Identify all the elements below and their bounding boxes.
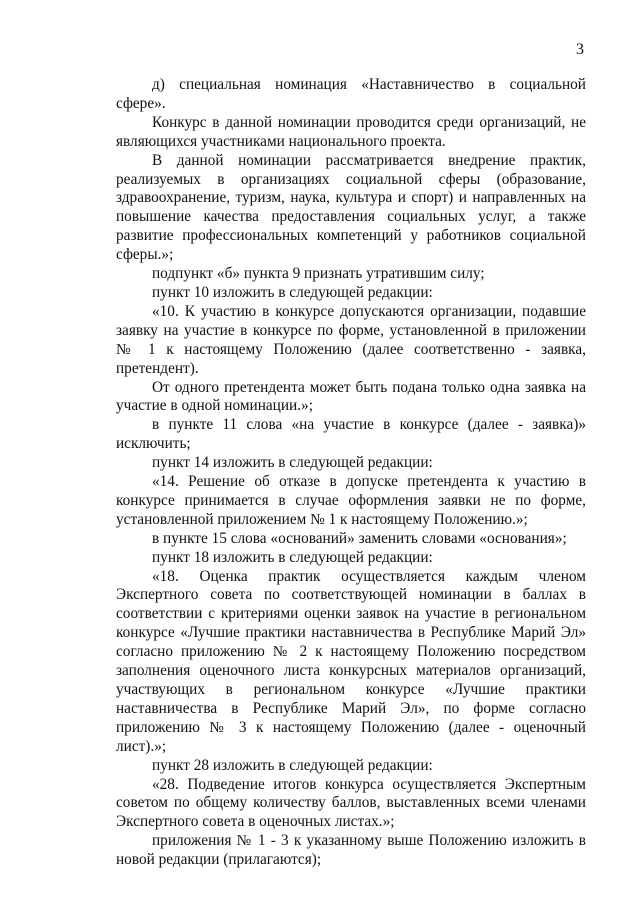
paragraph-item-10-intro: пункт 10 изложить в следующей редакции: bbox=[152, 283, 433, 301]
paragraph-item-10-text: «10. К участию в конкурсе допускаются организации, подавшие заявку на участие в конкурсе по форме, установленной в приложении № 1 к настоящему Положению (далее соответственно - заявка, претендент). bbox=[116, 302, 586, 377]
paragraph-item-14-text: «14. Решение об отказе в допуске претендента к участию в конкурсе принимается в случае оформления заявки не по форме, установленной приложением № 1 к настоящему Положению.»; bbox=[116, 473, 586, 528]
paragraph-subitem-b-void: подпункт «б» пункта 9 признать утратившим силу; bbox=[152, 265, 485, 283]
paragraph-nomination-d: д) специальная номинация «Наставничество в социальной сфере». bbox=[116, 76, 586, 112]
paragraph-appendices: приложения № 1 - 3 к указанному выше Положению изложить в новой редакции (прилагаются); bbox=[116, 832, 586, 869]
document-body bbox=[116, 76, 586, 870]
paragraph-item-28-intro: пункт 28 изложить в следующей редакции: bbox=[152, 756, 433, 774]
paragraph-one-application: От одного претендента может быть подана только одна заявка на участие в одной номинации.»; bbox=[116, 378, 586, 415]
paragraph-nomination-scope: В данной номинации рассматривается внедрение практик, реализуемых в организациях социальной сферы (образование, здравоохранение, туризм, наука, культура и спорт) и направленных на повышение качества предоставления социальных услуг, а также развитие профессиональных компетенций у работников социальной сферы.»; bbox=[116, 151, 586, 264]
page-number: 3 bbox=[576, 41, 584, 58]
paragraph-item-11: в пункте 11 слова «на участие в конкурсе (далее - заявка)» исключить; bbox=[116, 416, 586, 453]
paragraph-item-15: в пункте 15 слова «оснований» заменить словами «основания»; bbox=[152, 529, 567, 547]
paragraph-item-18-text: «18. Оценка практик осуществляется каждым членом Экспертного совета по соответствующей номинации в баллах в соответствии с критериями оценки заявок на участие в региональном конкурсе «Лучшие практики наставничества в Республике Марий Эл» согласно приложению № 2 к настоящему Положению посредством заполнения оценочного листа конкурсных материалов организаций, участвующих в региональном конкурсе «Лучшие практики наставничества в Республике Марий Эл», по форме согласно приложению № 3 к настоящему Положению (далее - оценочный лист).»; bbox=[116, 567, 586, 755]
paragraph-item-28-text: «28. Подведение итогов конкурса осуществляется Экспертным советом по общему количеству баллов, выставленных всеми членами Экспертного совета в оценочных листах.»; bbox=[116, 775, 586, 831]
paragraph-item-14-intro: пункт 14 изложить в следующей редакции: bbox=[152, 454, 433, 472]
paragraph-contest-participants: Конкурс в данной номинации проводится среди организаций, не являющихся участниками национального проекта. bbox=[116, 113, 586, 150]
paragraph-item-18-intro: пункт 18 изложить в следующей редакции: bbox=[152, 548, 433, 566]
